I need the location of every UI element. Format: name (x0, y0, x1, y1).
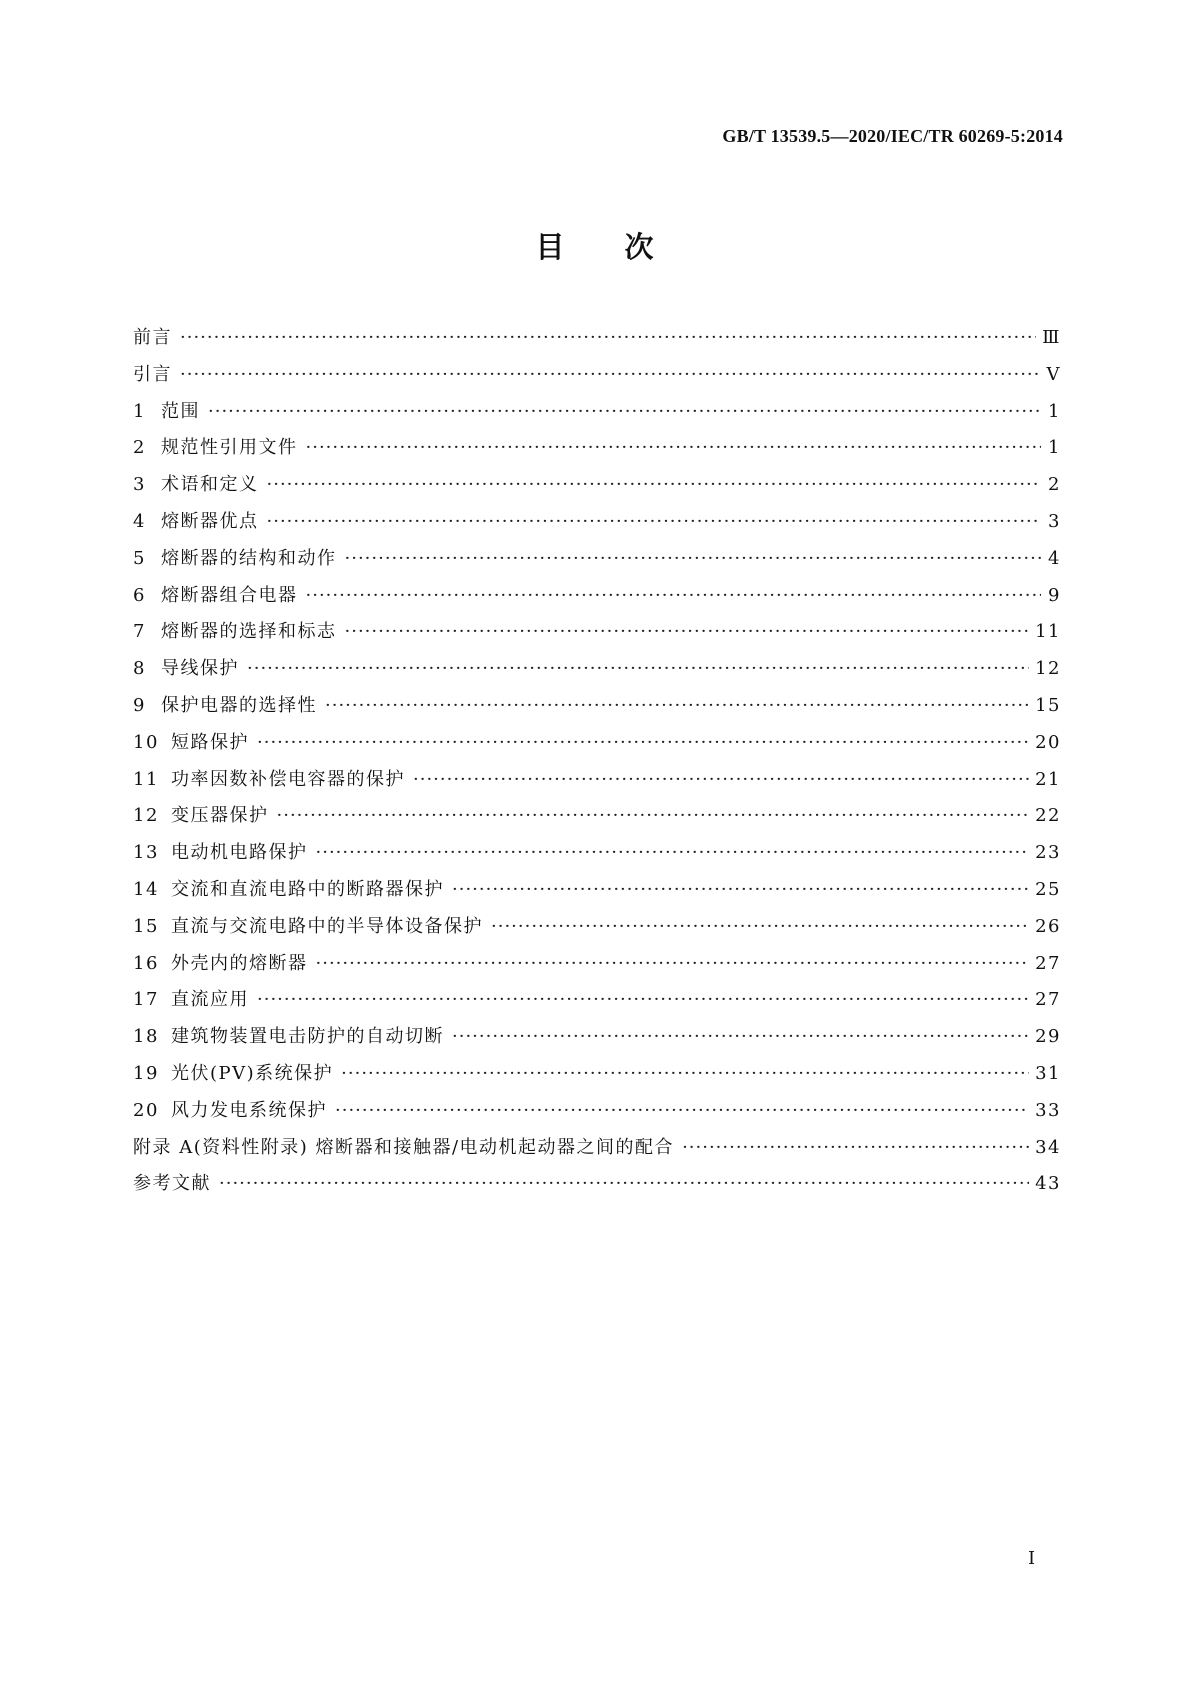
toc-entry-page: 31 (1035, 1062, 1061, 1084)
toc-entry-number: 9 (133, 694, 146, 716)
toc-entry-page: 15 (1035, 694, 1061, 716)
toc-leader-dots (682, 1137, 1029, 1158)
toc-leader-dots (267, 511, 1042, 532)
toc-entry-number: 14 (133, 878, 159, 900)
toc-leader-dots (491, 916, 1029, 937)
toc-leader-dots (316, 953, 1030, 974)
toc-leader-dots (316, 842, 1030, 863)
toc-leader-dots (267, 474, 1042, 495)
toc-leader-dots (180, 327, 1036, 348)
toc-entry-page: 27 (1035, 989, 1061, 1011)
toc-entry[interactable] (133, 397, 1061, 434)
toc-leader-dots (345, 548, 1042, 569)
toc-entry-page: 25 (1035, 878, 1061, 900)
toc-entry-page: 2 (1048, 474, 1061, 496)
toc-entry[interactable] (133, 360, 1061, 397)
toc-entry[interactable] (133, 801, 1061, 838)
title-char-1: 目 (535, 230, 567, 264)
toc-entry-page: 20 (1035, 731, 1061, 753)
title-char-2: 次 (624, 230, 656, 264)
page-title (0, 225, 1191, 266)
toc-entry-page: 33 (1035, 1099, 1061, 1121)
toc-entry-label: 前言 (133, 327, 172, 348)
toc-entry-number: 18 (133, 1026, 159, 1048)
toc-entry-number: 11 (133, 768, 159, 790)
page-number: Ⅰ (1028, 1548, 1036, 1569)
toc-entry-page: 9 (1048, 584, 1061, 606)
toc-entry[interactable] (133, 838, 1061, 875)
toc-leader-dots (452, 1026, 1029, 1047)
toc-entry-label: 变压器保护 (171, 805, 269, 827)
toc-leader-dots (247, 658, 1029, 679)
toc-entry-page: 4 (1048, 547, 1061, 569)
table-of-contents (133, 323, 1061, 1206)
toc-leader-dots (345, 621, 1030, 642)
toc-entry[interactable] (133, 507, 1061, 544)
toc-leader-dots (413, 769, 1029, 790)
toc-entry-number: 15 (133, 915, 159, 937)
toc-entry-number: 6 (133, 584, 146, 606)
toc-entry-number: 7 (133, 621, 146, 643)
toc-entry-number: 10 (133, 731, 159, 753)
toc-entry-number: 5 (133, 547, 146, 569)
toc-entry-page: 12 (1035, 658, 1061, 680)
toc-leader-dots (335, 1100, 1029, 1121)
toc-entry-label: 保护电器的选择性 (161, 694, 317, 716)
toc-entry-label: 导线保护 (161, 658, 239, 680)
toc-entry-number: 17 (133, 989, 159, 1011)
toc-entry-number: 20 (133, 1099, 159, 1121)
toc-entry-number: 8 (133, 658, 146, 680)
toc-entry[interactable] (133, 765, 1061, 802)
toc-entry[interactable] (133, 1096, 1061, 1133)
toc-entry-page: 22 (1035, 805, 1061, 827)
toc-entry-page: Ⅲ (1042, 327, 1061, 348)
toc-entry-label: 熔断器优点 (161, 510, 259, 532)
toc-entry-page: 34 (1035, 1136, 1061, 1158)
toc-entry-page: 1 (1048, 437, 1061, 459)
toc-entry-label: 光伏(PV)系统保护 (171, 1062, 334, 1084)
toc-leader-dots (180, 364, 1041, 385)
toc-entry[interactable] (133, 985, 1061, 1022)
toc-entry-page: Ⅴ (1046, 363, 1061, 385)
toc-entry-label: 规范性引用文件 (161, 437, 298, 459)
toc-entry-page: 43 (1035, 1173, 1061, 1195)
toc-entry-label: 功率因数补偿电容器的保护 (171, 768, 405, 790)
toc-entry[interactable] (133, 654, 1061, 691)
toc-entry-label: 直流与交流电路中的半导体设备保护 (171, 915, 483, 937)
toc-entry-label: 引言 (133, 363, 172, 385)
toc-entry-number: 12 (133, 805, 159, 827)
toc-entry[interactable] (133, 728, 1061, 765)
toc-entry-number: 19 (133, 1062, 159, 1084)
toc-entry-label: 风力发电系统保护 (171, 1099, 327, 1121)
toc-entry-label: 熔断器组合电器 (161, 584, 298, 606)
toc-entry-page: 1 (1048, 400, 1061, 422)
toc-entry-label: 熔断器的选择和标志 (161, 621, 337, 643)
toc-leader-dots (452, 879, 1029, 900)
toc-leader-dots (306, 437, 1042, 458)
toc-entry[interactable] (133, 323, 1061, 360)
toc-entry-page: 23 (1035, 842, 1061, 864)
toc-leader-dots (325, 695, 1029, 716)
toc-entry[interactable] (133, 1133, 1061, 1170)
toc-entry[interactable] (133, 470, 1061, 507)
standard-number: GB/T 13539.5—2020/IEC/TR 60269-5:2014 (722, 126, 1063, 146)
toc-entry-number: 3 (133, 474, 146, 496)
toc-entry-label: 电动机电路保护 (171, 842, 308, 864)
toc-entry[interactable] (133, 691, 1061, 728)
toc-entry-number: 4 (133, 510, 146, 532)
toc-entry[interactable] (133, 875, 1061, 912)
toc-leader-dots (341, 1063, 1029, 1084)
toc-entry-page: 3 (1048, 510, 1061, 532)
toc-entry[interactable] (133, 1059, 1061, 1096)
toc-leader-dots (306, 585, 1042, 606)
toc-entry[interactable] (133, 544, 1061, 581)
toc-entry-number: 2 (133, 437, 146, 459)
toc-entry-label: 短路保护 (171, 731, 249, 753)
toc-entry[interactable] (133, 949, 1061, 986)
toc-leader-dots (257, 989, 1029, 1010)
toc-leader-dots (257, 732, 1029, 753)
toc-entry-number: 16 (133, 952, 159, 974)
toc-leader-dots (219, 1173, 1029, 1194)
toc-entry-label: 交流和直流电路中的断路器保护 (171, 878, 444, 900)
toc-entry-label: 熔断器的结构和动作 (161, 547, 337, 569)
toc-entry[interactable] (133, 912, 1061, 949)
toc-leader-dots (208, 401, 1041, 422)
toc-entry-number: 1 (133, 400, 146, 422)
toc-entry-page: 21 (1035, 768, 1061, 790)
toc-entry-page: 11 (1035, 621, 1061, 643)
toc-entry[interactable] (133, 1169, 1061, 1206)
toc-entry[interactable] (133, 617, 1061, 654)
toc-entry-label: 直流应用 (171, 989, 249, 1011)
toc-entry-label: 建筑物装置电击防护的自动切断 (171, 1026, 444, 1048)
toc-entry-number: 13 (133, 842, 159, 864)
toc-entry-page: 27 (1035, 952, 1061, 974)
toc-entry-label: 参考文献 (133, 1173, 211, 1195)
toc-entry[interactable] (133, 581, 1061, 618)
toc-entry[interactable] (133, 1022, 1061, 1059)
toc-leader-dots (277, 805, 1030, 826)
standard-header (722, 126, 1063, 147)
toc-entry[interactable] (133, 433, 1061, 470)
toc-entry-label: 外壳内的熔断器 (171, 952, 308, 974)
toc-entry-label: 范围 (161, 400, 200, 422)
toc-entry-label: 附录 A(资料性附录) 熔断器和接触器/电动机起动器之间的配合 (133, 1136, 675, 1158)
toc-entry-page: 29 (1035, 1026, 1061, 1048)
toc-entry-page: 26 (1035, 915, 1061, 937)
toc-entry-label: 术语和定义 (161, 474, 259, 496)
